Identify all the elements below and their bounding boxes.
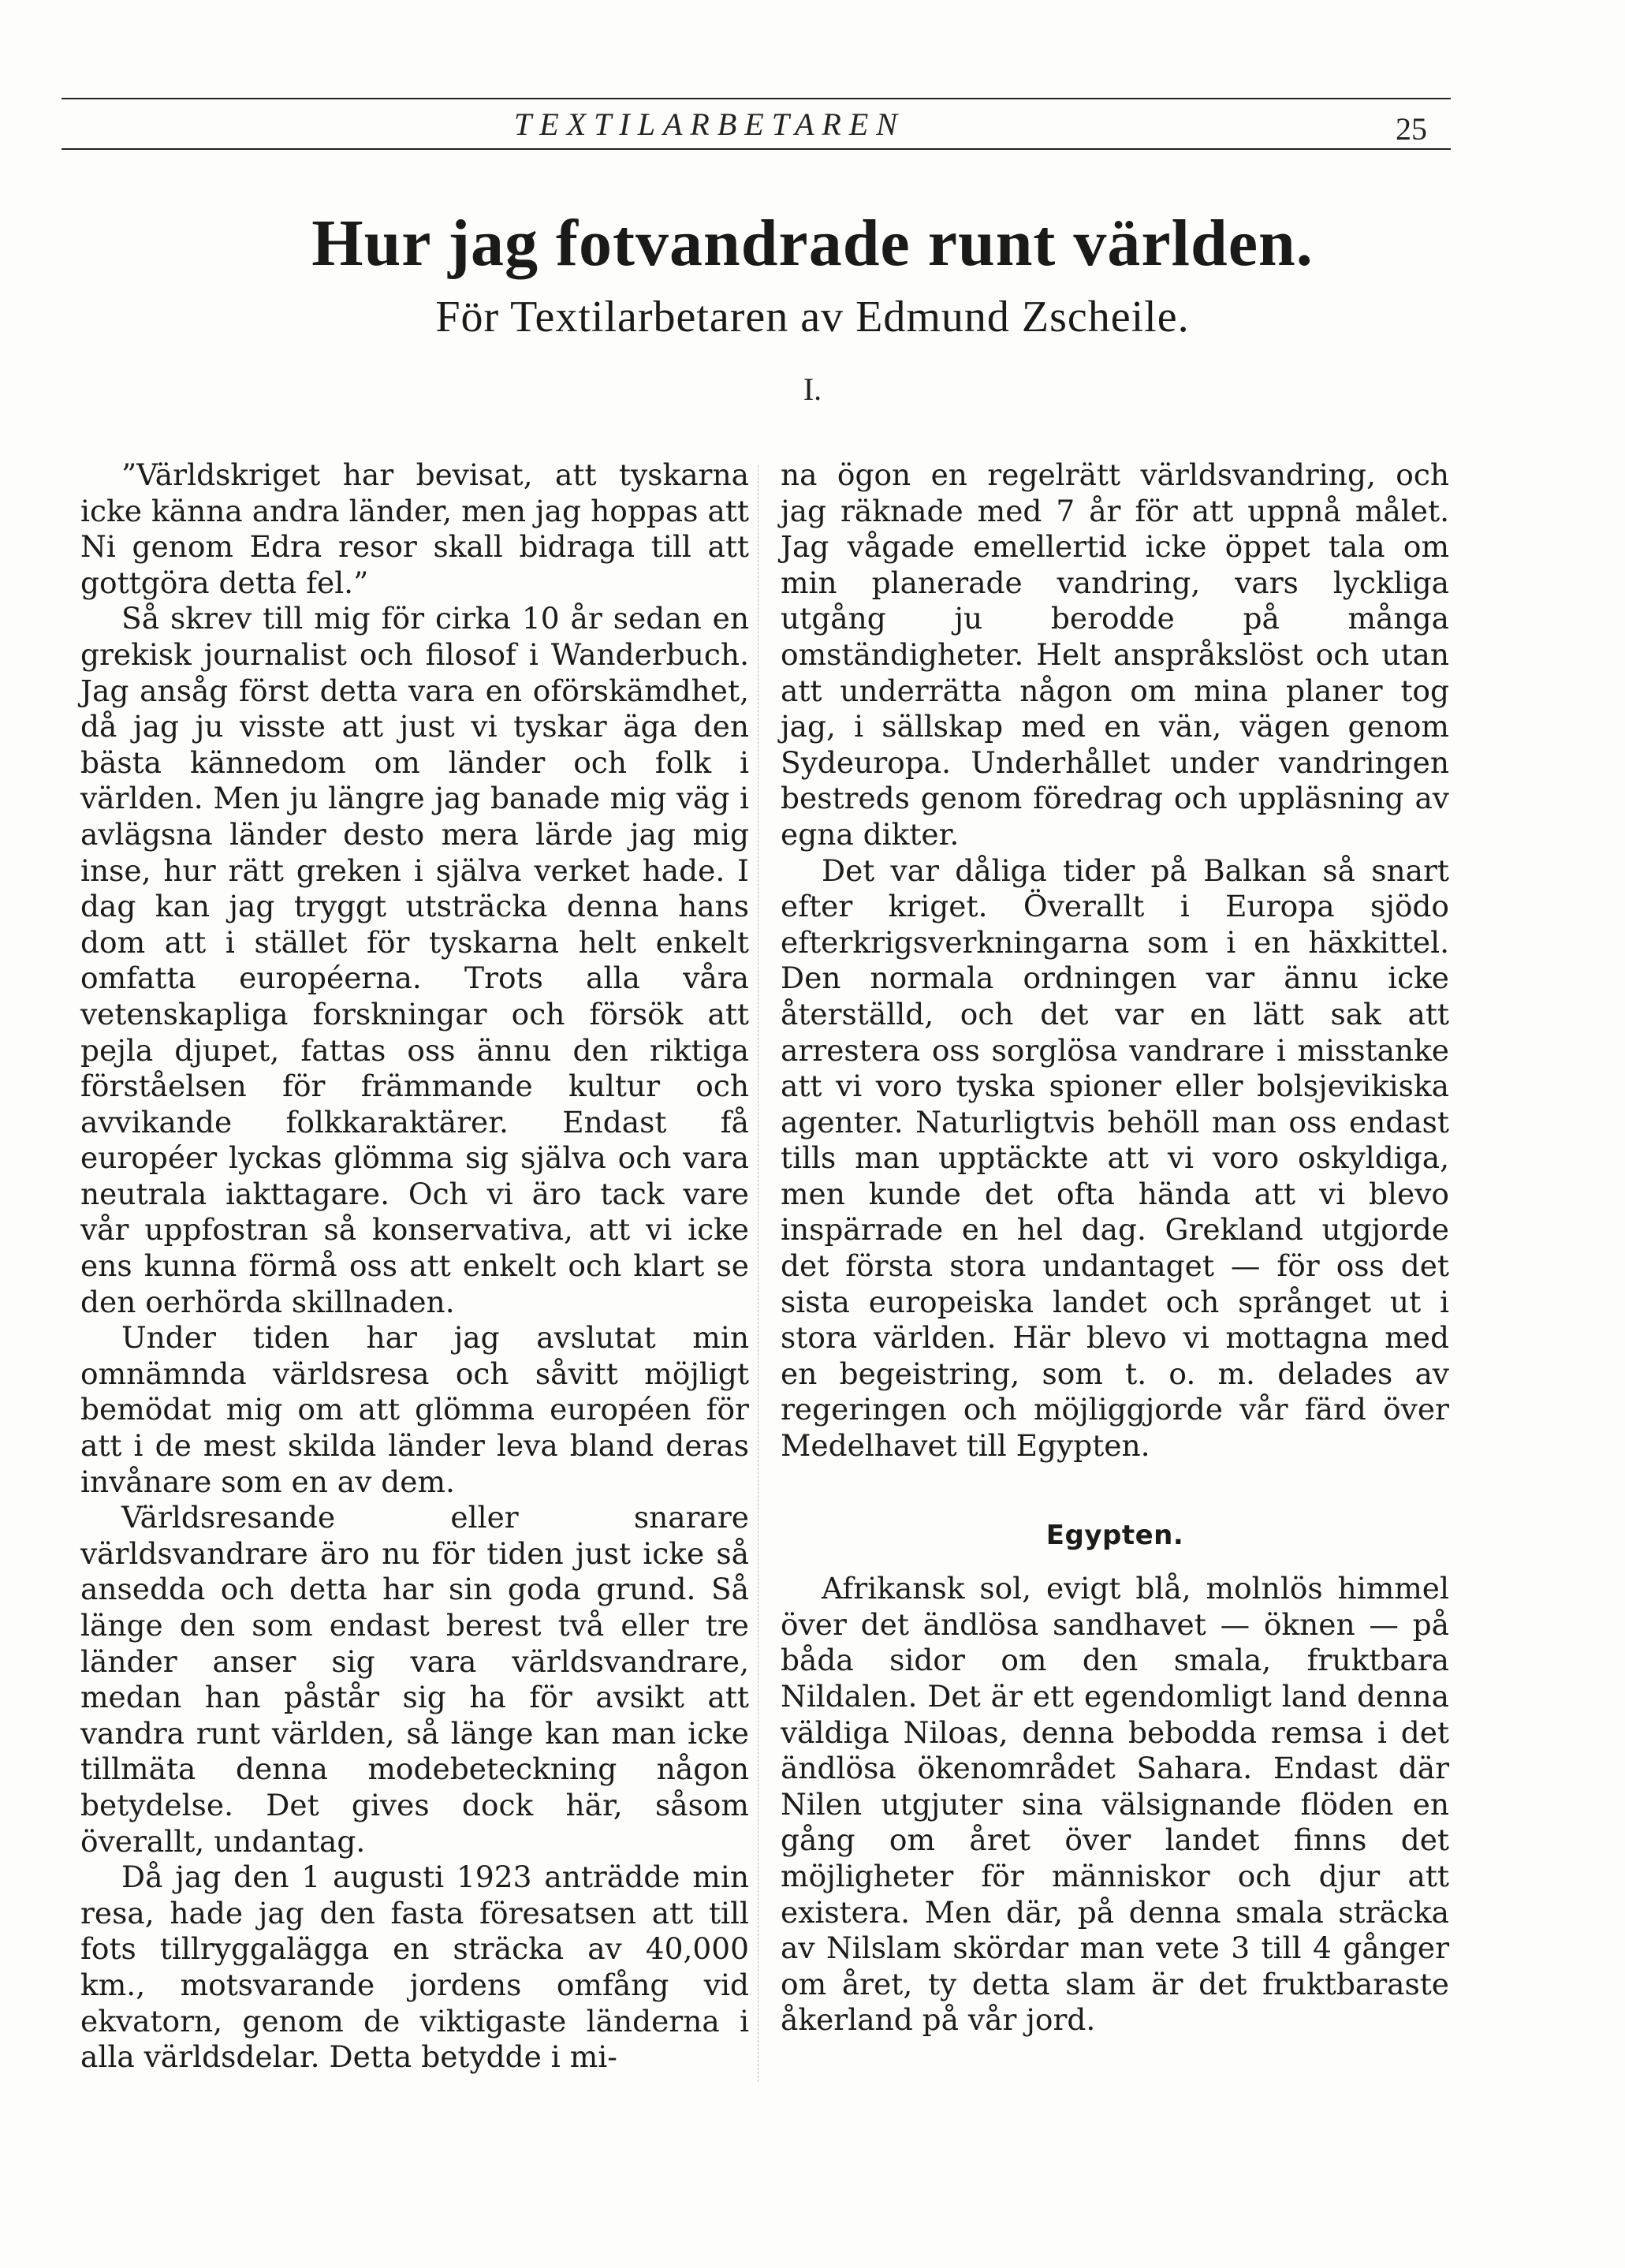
right-column bbox=[781, 457, 1449, 2039]
article-title: Hur jag fotvandrade runt världen. bbox=[311, 207, 1314, 280]
paragraph: Afrikansk sol, evigt blå, molnlös himmel över det ändlösa sandhavet — öknen — på båda sidor om den smala, fruktbara Nildalen. Det är ett egendomligt land denna väldiga Niloas, denna bebodda remsa i det ändlösa ökenområdet Sahara. Endast där Nilen utgjuter sina välsignande flöden en gång om året över landet finns det möjligheter för människor och djur att existera. Men där, på denna smala sträcka av Nilslam skördar man vete 3 till 4 gånger om året, ty detta slam är det fruktbaraste åkerland på vår jord. bbox=[781, 1571, 1449, 2038]
page-number: 25 bbox=[1396, 111, 1427, 147]
paragraph: Då jag den 1 augusti 1923 anträdde min resa, hade jag den fasta föresatsen att till fots tillryggalägga en sträcka av 40,000 km., motsvarande jordens omfång vid ekvatorn, genom de viktigaste länderna i alla världsdelar. Detta betydde i mi- bbox=[80, 1860, 749, 2075]
paragraph: Världsresande eller snarare världsvandrare äro nu för tiden just icke så ansedda och detta har sin goda grund. Så länge den som endast berest två eller tre länder anser sig vara världsvandrare, medan han påstår sig ha för avsikt att vandra runt världen, så länge kan man icke tillmäta denna modebeteckning någon betydelse. Det gives dock här, såsom överallt, undantag. bbox=[80, 1500, 749, 1859]
paragraph: Så skrev till mig för cirka 10 år sedan en grekisk journalist och filosof i Wanderbuch. Jag ansåg först detta vara en oförskämdhet, då jag ju visste att just vi tyskar äga den bästa kännedom om länder och folk i världen. Men ju längre jag banade mig väg i avlägsna länder desto mera lärde jag mig inse, hur rätt greken i själva verket hade. I dag kan jag tryggt utsträcka denna hans dom att i stället för tyskarna helt enkelt omfatta européerna. Trots alla våra vetenskapliga forskningar och försök att pejla djupet, fattas oss ännu den riktiga förståelsen för främmande kultur och avvikande folkkaraktärer. Endast få européer lyckas glömma sig själva och vara neutrala iakttagare. Och vi äro tack vare vår uppfostran så konservativa, att vi icke ens kunna förmå oss att enkelt och klart se den oerhörda skillnaden. bbox=[80, 601, 749, 1319]
header-rule-top bbox=[61, 98, 1451, 99]
paragraph: Under tiden har jag avslutat min omnämnda världsresa och såvitt möjligt bemödat mig om att glömma européen för att i de mest skilda länder leva bland deras invånare som en av dem. bbox=[80, 1320, 749, 1499]
left-column bbox=[80, 457, 749, 2076]
paragraph: ”Världskriget har bevisat, att tyskarna icke känna andra länder, men jag hoppas att Ni genom Edra resor skall bidraga till att gottgöra detta fel.” bbox=[80, 457, 749, 600]
paragraph: Det var dåliga tider på Balkan så snart efter kriget. Överallt i Europa sjödo efterkrigsverkningarna som i en häxkittel. Den normala ordningen var ännu icke återställd, och det var en lätt sak att arrestera oss sorglösa vandrare i misstanke att vi voro tyska spioner eller bolsjevikiska agenter. Naturligtvis behöll man oss endast tills man upptäckte att vi voro oskyldiga, men kunde det ofta hända att vi blevo inspärrade en hel dag. Grekland utgjorde det första stora undantaget — för oss det sista europeiska landet och språnget ut i stora världen. Här blevo vi mottagna med en begeistring, som t. o. m. delades av regeringen och möjliggjorde vår färd över Medelhavet till Egypten. bbox=[781, 852, 1449, 1464]
header-rule-bottom bbox=[61, 148, 1451, 150]
section-heading: Egypten. bbox=[1045, 1519, 1184, 1551]
running-title: TEXTILARBETAREN bbox=[514, 106, 905, 142]
paragraph: na ögon en regelrätt världsvandring, och jag räknade med 7 år för att uppnå målet. Jag vågade emellertid icke öppet tala om min planerade vandring, vars lyckliga utgång ju berodde på många omständigheter. Helt anspråkslöst och utan att underrätta någon om mina planer tog jag, i sällskap med en vän, vägen genom Sydeuropa. Underhållet under vandringen bestreds genom föredrag och uppläsning av egna dikter. bbox=[781, 457, 1449, 852]
section-number: I. bbox=[803, 371, 822, 407]
article-byline: För Textilarbetaren av Edmund Zscheile. bbox=[435, 293, 1190, 341]
